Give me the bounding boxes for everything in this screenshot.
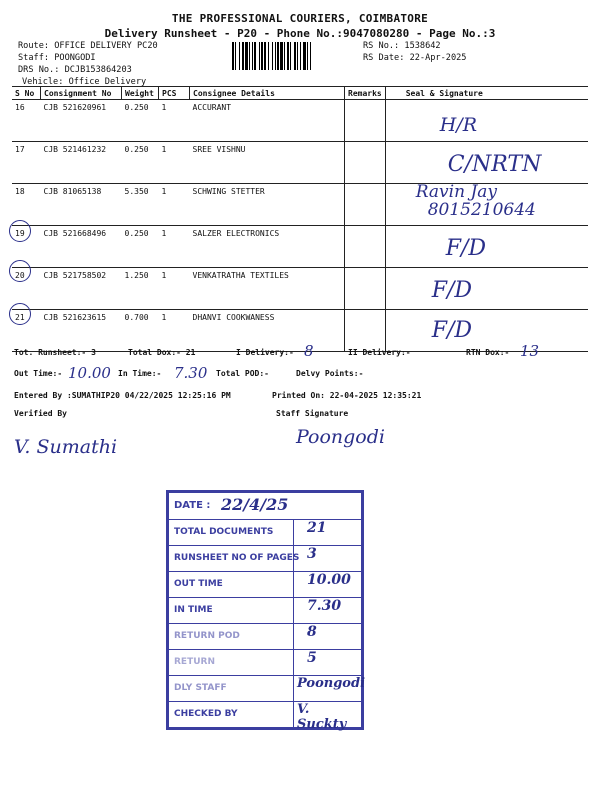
stamp-row bbox=[169, 546, 361, 572]
col-weight: Weight bbox=[122, 87, 159, 100]
signature-cell bbox=[385, 184, 588, 226]
entered-by: Entered By :SUMATHIP20 04/22/2025 12:25:16 PM bbox=[14, 391, 231, 400]
pcs-cell: 1 bbox=[159, 184, 190, 226]
sno-cell: 20 bbox=[12, 268, 41, 310]
sno-cell: 18 bbox=[12, 184, 41, 226]
consignee-cell: VENKATRATHA TEXTILES bbox=[190, 268, 345, 310]
sno-cell: 17 bbox=[12, 142, 41, 184]
rs-date: RS Date: 22-Apr-2025 bbox=[363, 53, 467, 63]
company-title: THE PROFESSIONAL COURIERS, COIMBATORE bbox=[171, 12, 429, 25]
consignee-cell: ACCURANT bbox=[190, 100, 345, 142]
consignee-cell: SALZER ELECTRONICS bbox=[190, 226, 345, 268]
office-stamp bbox=[166, 490, 364, 730]
stamp-row bbox=[169, 650, 361, 676]
in-time-value: 7.30 bbox=[174, 364, 208, 382]
table-header-row bbox=[12, 87, 588, 100]
consignee-cell: SCHWING STETTER bbox=[190, 184, 345, 226]
rs-number: RS No.: 1538642 bbox=[363, 41, 441, 51]
rtn-dox-value: 13 bbox=[520, 342, 540, 360]
total-runsheet: Tot. Runsheet:- 3 bbox=[14, 348, 96, 357]
weight-cell: 1.250 bbox=[122, 268, 159, 310]
handwritten-signature: F/D bbox=[445, 236, 487, 261]
stamp-value: 10.00 bbox=[307, 572, 351, 588]
stamp-date-label: DATE : bbox=[174, 500, 211, 511]
stamp-value: 8 bbox=[307, 624, 317, 640]
stamp-row bbox=[169, 676, 366, 702]
sno-cell: 21 bbox=[12, 310, 41, 352]
weight-cell: 0.250 bbox=[122, 226, 159, 268]
weight-cell: 5.350 bbox=[122, 184, 159, 226]
handwritten-signature: H/R bbox=[439, 114, 477, 136]
stamp-label: RUNSHEET NO OF PAGES bbox=[174, 553, 300, 563]
stamp-label: IN TIME bbox=[174, 605, 213, 615]
stamp-row bbox=[169, 572, 361, 598]
pcs-cell: 1 bbox=[159, 226, 190, 268]
weight-cell: 0.250 bbox=[122, 100, 159, 142]
staff-signature: Poongodi bbox=[296, 426, 385, 448]
table-row bbox=[12, 100, 588, 142]
total-pod-label: Total POD:- bbox=[216, 369, 269, 378]
consignment-cell: CJB 521758502 bbox=[41, 268, 122, 310]
stamp-value: 7.30 bbox=[307, 598, 342, 614]
total-dox: Total Dox:- 21 bbox=[128, 348, 196, 357]
out-time-label: Out Time:- bbox=[14, 369, 63, 378]
rtn-dox-label: RTN Dox:- bbox=[466, 348, 510, 357]
signature-cell bbox=[385, 100, 588, 142]
runsheet-table bbox=[12, 86, 588, 352]
signature-cell bbox=[385, 142, 588, 184]
signature-cell bbox=[385, 226, 588, 268]
col-consignee: Consignee Details bbox=[190, 87, 345, 100]
table-row bbox=[12, 226, 588, 268]
stamp-value: Poongodi bbox=[297, 676, 366, 691]
consignment-cell: CJB 521461232 bbox=[41, 142, 122, 184]
stamp-value: 5 bbox=[307, 650, 317, 666]
pcs-cell: 1 bbox=[159, 100, 190, 142]
handwritten-signature: Ravin Jay bbox=[415, 182, 497, 202]
ink-circle bbox=[9, 260, 31, 282]
handwritten-signature: C/NRTN bbox=[447, 152, 542, 177]
vehicle-text: Vehicle: Office Delivery bbox=[22, 77, 147, 87]
verified-signature: V. Sumathi bbox=[14, 436, 118, 458]
header-right-info bbox=[363, 40, 466, 64]
stamp-row bbox=[169, 598, 361, 624]
col-sno: S No bbox=[12, 87, 41, 100]
pcs-cell: 1 bbox=[159, 142, 190, 184]
printed-on: Printed On: 22-04-2025 12:35:21 bbox=[272, 391, 422, 400]
ink-circle bbox=[9, 220, 31, 242]
stamp-value: 3 bbox=[307, 546, 317, 562]
verified-by-label: Verified By bbox=[14, 409, 67, 418]
i-delivery-label: I Delivery:- bbox=[236, 348, 294, 357]
in-time-label: In Time:- bbox=[118, 369, 162, 378]
stamp-label: RETURN bbox=[174, 657, 215, 667]
remarks-cell bbox=[345, 226, 386, 268]
stamp-value: 21 bbox=[307, 520, 327, 536]
stamp-row bbox=[169, 520, 361, 546]
signature-cell bbox=[385, 310, 588, 352]
remarks-cell bbox=[345, 100, 386, 142]
remarks-cell bbox=[345, 142, 386, 184]
remarks-cell bbox=[345, 268, 386, 310]
table-row bbox=[12, 268, 588, 310]
ink-circle bbox=[9, 303, 31, 325]
remarks-cell bbox=[345, 310, 386, 352]
consignment-cell: CJB 521623615 bbox=[41, 310, 122, 352]
weight-cell: 0.250 bbox=[122, 142, 159, 184]
sno-cell: 16 bbox=[12, 100, 41, 142]
ii-delivery-label: II Delivery:- bbox=[348, 348, 411, 357]
stamp-label: CHECKED BY bbox=[174, 709, 238, 719]
drs-number: DRS No.: DCJB153864203 bbox=[18, 65, 132, 75]
consignment-cell: CJB 81065138 bbox=[41, 184, 122, 226]
stamp-value: V. Suckty bbox=[297, 702, 347, 732]
staff-signature-label: Staff Signature bbox=[276, 409, 349, 418]
i-delivery-value: 8 bbox=[304, 342, 314, 360]
pcs-cell: 1 bbox=[159, 268, 190, 310]
consignment-cell: CJB 521668496 bbox=[41, 226, 122, 268]
staff-text: Staff: POONGODI bbox=[18, 53, 96, 63]
table-row bbox=[12, 310, 588, 352]
delvy-points-label: Delvy Points:- bbox=[296, 369, 364, 378]
stamp-date-value: 22/4/25 bbox=[221, 495, 289, 514]
col-signature: Seal & Signature bbox=[385, 87, 588, 100]
header-left-info bbox=[18, 40, 158, 88]
stamp-label: OUT TIME bbox=[174, 579, 223, 589]
stamp-row bbox=[169, 702, 361, 732]
runsheet-subtitle: Delivery Runsheet - P20 - Phone No.:9047080280 - Page No.:3 bbox=[104, 27, 496, 40]
col-pcs: PCS bbox=[159, 87, 190, 100]
stamp-label: RETURN POD bbox=[174, 631, 240, 641]
consignee-cell: SREE VISHNU bbox=[190, 142, 345, 184]
signature-cell bbox=[385, 268, 588, 310]
barcode-icon bbox=[232, 42, 350, 70]
col-consignment: Consignment No bbox=[41, 87, 122, 100]
route-text: Route: OFFICE DELIVERY PC20 bbox=[18, 41, 158, 51]
consignee-cell: DHANVI COOKWANESS bbox=[190, 310, 345, 352]
col-remarks: Remarks bbox=[345, 87, 386, 100]
weight-cell: 0.700 bbox=[122, 310, 159, 352]
stamp-label: TOTAL DOCUMENTS bbox=[174, 527, 274, 537]
pcs-cell: 1 bbox=[159, 310, 190, 352]
handwritten-phone: 8015210644 bbox=[427, 200, 536, 220]
handwritten-signature: F/D bbox=[431, 278, 473, 303]
table-row bbox=[12, 184, 588, 226]
consignment-cell: CJB 521620961 bbox=[41, 100, 122, 142]
stamp-date-row bbox=[169, 493, 361, 520]
out-time-value: 10.00 bbox=[68, 364, 111, 382]
table-row bbox=[12, 142, 588, 184]
sno-cell: 19 bbox=[12, 226, 41, 268]
stamp-row bbox=[169, 624, 361, 650]
handwritten-signature: F/D bbox=[431, 318, 473, 343]
remarks-cell bbox=[345, 184, 386, 226]
stamp-label: DLY STAFF bbox=[174, 683, 227, 693]
